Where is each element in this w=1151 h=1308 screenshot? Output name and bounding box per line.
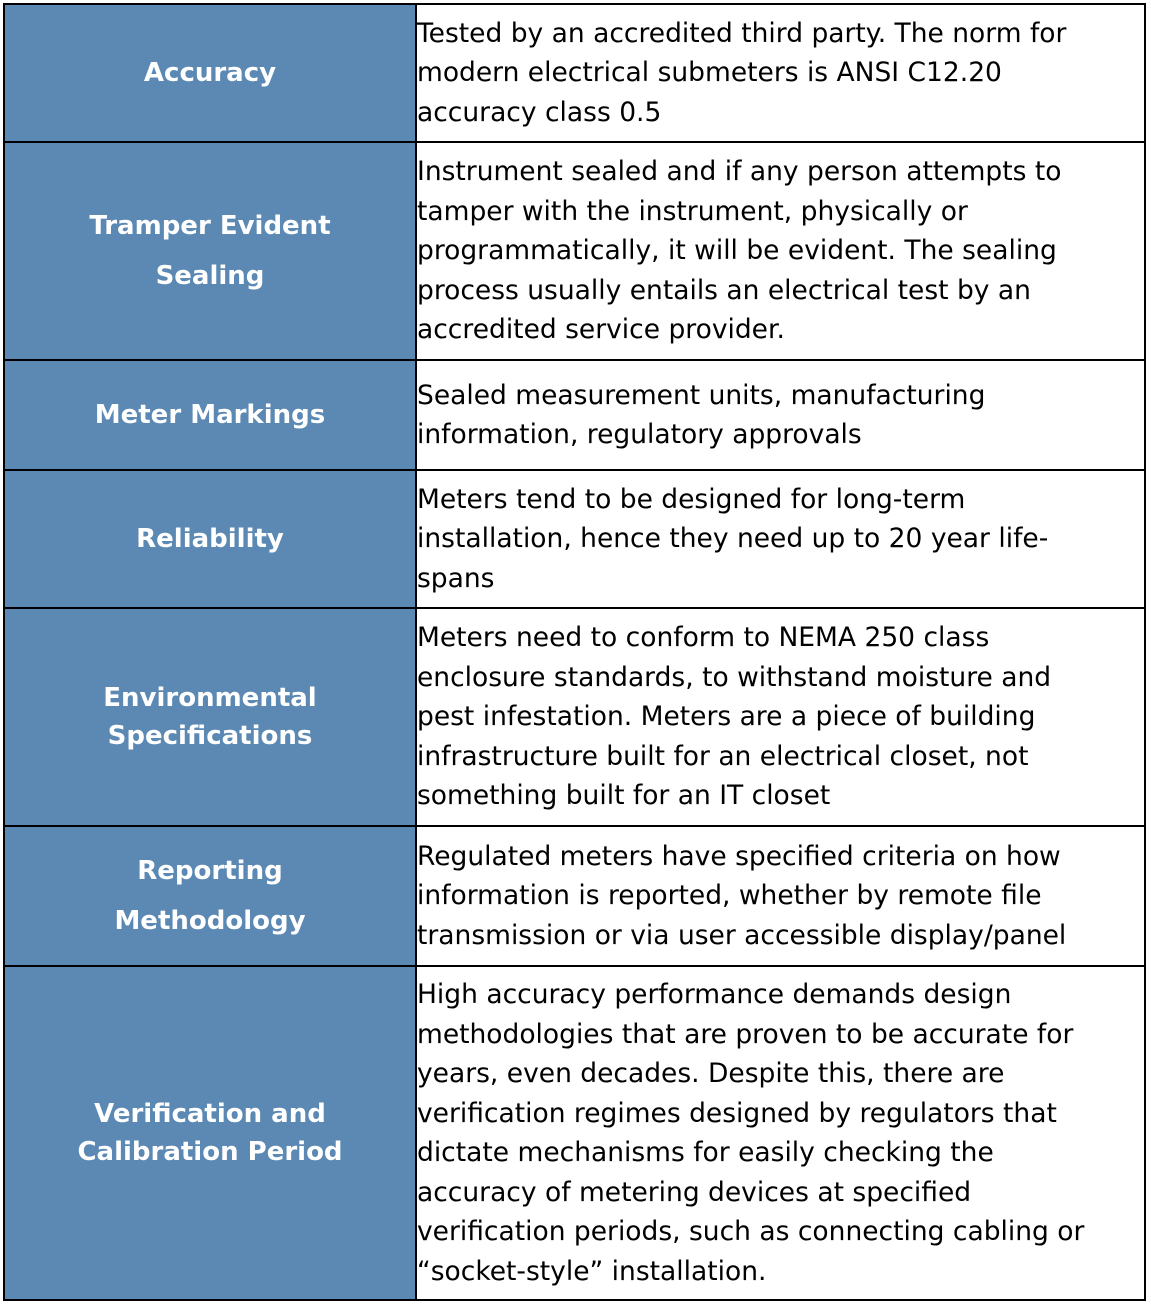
row-label-tamper-evident-sealing: Tramper Evident Sealing <box>4 142 416 360</box>
row-description-reliability: Meters tend to be designed for long-term installation, hence they need up to 20 year life- spans <box>416 470 1145 608</box>
table-row <box>4 360 1145 470</box>
row-description-tamper-evident-sealing: Instrument sealed and if any person attempts to tamper with the instrument, physically or programmatically, it will be evident. The sealing process usually entails an electrical test by an accredited service provider. <box>416 142 1145 360</box>
row-label-environmental-specifications: Environmental Specifications <box>4 608 416 826</box>
row-label-meter-markings: Meter Markings <box>4 360 416 470</box>
table-row <box>4 4 1145 142</box>
row-label-reliability: Reliability <box>4 470 416 608</box>
row-label-accuracy: Accuracy <box>4 4 416 142</box>
specifications-table <box>3 3 1146 1301</box>
row-description-accuracy: Tested by an accredited third party. The norm for modern electrical submeters is ANSI C12.20 accuracy class 0.5 <box>416 4 1145 142</box>
row-description-reporting-methodology: Regulated meters have specified criteria on how information is reported, whether by remote file transmission or via user accessible display/panel <box>416 826 1145 966</box>
row-description-verification-calibration-period: High accuracy performance demands design methodologies that are proven to be accurate for years, even decades. Despite this, there are verification regimes designed by regulators that dictate mechanisms for easily checking the accuracy of metering devices at specified verification periods, such as connecting cabling or “socket-style” installation. <box>416 966 1145 1300</box>
table-row <box>4 470 1145 608</box>
table-row <box>4 142 1145 360</box>
row-description-meter-markings: Sealed measurement units, manufacturing information, regulatory approvals <box>416 360 1145 470</box>
table-row <box>4 608 1145 826</box>
table-row <box>4 966 1145 1300</box>
row-label-verification-calibration-period: Verification and Calibration Period <box>4 966 416 1300</box>
row-description-environmental-specifications: Meters need to conform to NEMA 250 class enclosure standards, to withstand moisture and pest infestation. Meters are a piece of building infrastructure built for an electrical closet, not something built for an IT closet <box>416 608 1145 826</box>
table-row <box>4 826 1145 966</box>
row-label-reporting-methodology: Reporting Methodology <box>4 826 416 966</box>
